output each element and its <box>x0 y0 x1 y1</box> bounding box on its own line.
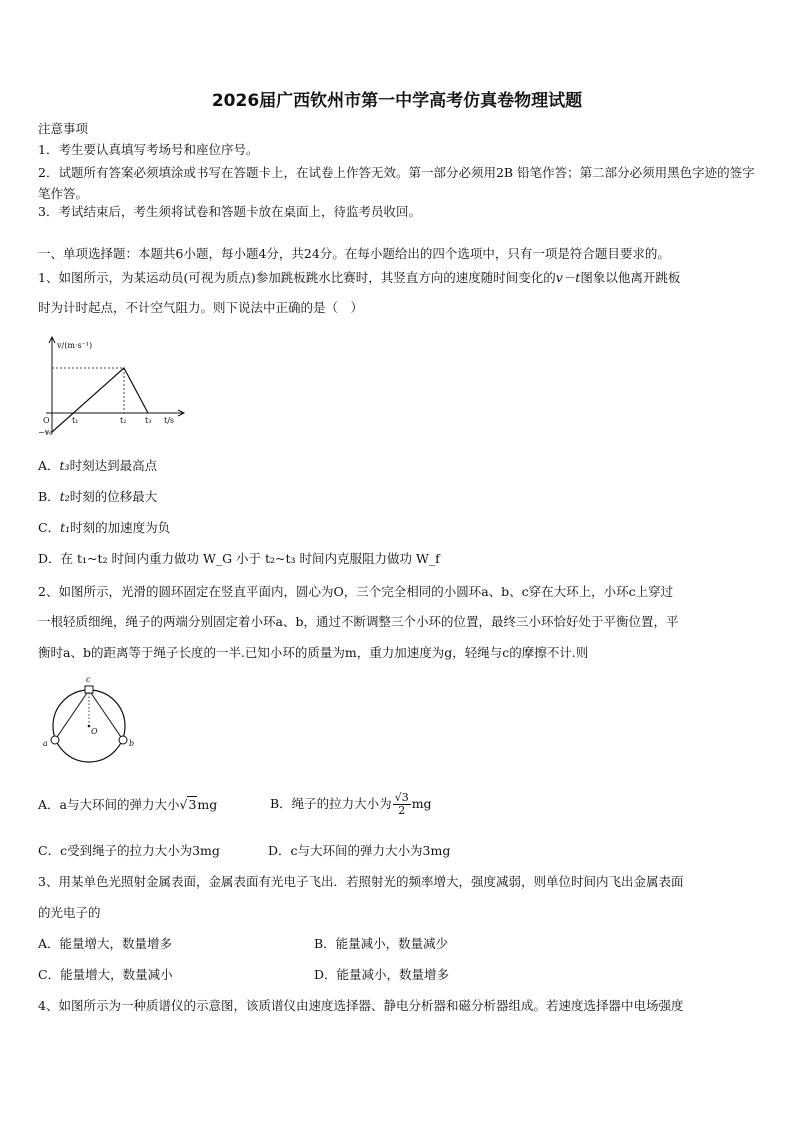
q3-stem-line-2: 的光电子的 <box>38 905 101 920</box>
note-item-1: 1．考生要认真填写考场号和座位序号。 <box>38 142 259 157</box>
q3-option-d: D．能量减小，数量增多 <box>314 967 450 982</box>
q2-ring-figure <box>38 672 148 780</box>
q1-option-a <box>38 458 760 474</box>
note-item-2: 2．试题所有答案必须填涂或书写在答题卡上，在试卷上作答无效。第一部分必须用2B 铅笔作答；第二部分必须用黑色字迹的签字笔作答。 <box>38 165 755 201</box>
option-unit: mg <box>411 796 432 811</box>
q1-stem-text-b: 图象以他离开跳板 <box>580 270 681 285</box>
page-title: 2026届广西钦州市第一中学高考仿真卷物理试题 <box>211 91 583 111</box>
graph-v0: −v₀ <box>38 428 53 437</box>
graph-t1: t₁ <box>72 416 79 425</box>
q2-option-b <box>270 787 570 821</box>
q1-option-c <box>38 520 760 536</box>
option-var: t₂ <box>59 489 70 504</box>
option-var: t₁ <box>60 520 71 535</box>
q1-stem-text-a: 1、如图所示，为某运动员(可视为质点)参加跳板跳水比赛时，其竖直方向的速度随时间变化的 <box>38 270 556 285</box>
q3-option-c: C．能量增大，数量减小 <box>38 967 173 982</box>
option-text: 时刻的位移最大 <box>69 489 158 504</box>
q1-stem-line-2: 时为计时起点，不计空气阻力。则下说法中正确的是（ ） <box>38 300 364 315</box>
option-text: 时刻的加速度为负 <box>70 520 171 535</box>
q1-vt-graph <box>36 334 186 438</box>
ring-label-c: c <box>86 675 91 684</box>
q1-stem-vt: v－t <box>555 270 581 285</box>
option-text: B．绳子的拉力大小为 <box>270 796 392 811</box>
fraction-numerator: √3 <box>394 791 409 804</box>
option-unit: mg <box>197 797 218 812</box>
q2-stem-line-1: 2、如图所示，光滑的圆环固定在竖直平面内，圆心为O，三个完全相同的小圆环a、b、c穿在大环上，小环c上穿过 <box>38 584 674 599</box>
q3-stem-line-1: 3、用某单色光照射金属表面，金属表面有光电子飞出．若照射光的频率增大，强度减弱，则单位时间内飞出金属表面 <box>38 874 684 889</box>
option-label: C． <box>38 520 61 535</box>
fraction-denominator: 2 <box>398 804 406 817</box>
option-label: A． <box>38 458 60 473</box>
graph-xlabel: t/s <box>164 416 175 425</box>
ring-label-o: O <box>91 727 98 736</box>
q2-option-c: C．c受到绳子的拉力大小为3mg <box>38 843 220 858</box>
option-label: B． <box>38 489 60 504</box>
q2-stem-line-2: 一根轻质细绳，绳子的两端分别固定着小环a、b，通过不断调整三个小环的位置，最终三小环恰好处于平衡位置，平 <box>38 614 679 629</box>
note-item-3: 3．考试结束后，考生须将试卷和答题卡放在桌面上，待监考员收回。 <box>38 204 421 219</box>
graph-ylabel: v/(m·s⁻¹) <box>57 341 93 350</box>
q2-stem-line-3: 衡时a、b的距离等于绳子长度的一半.已知小环的质量为m，重力加速度为g，轻绳与c的摩擦不计.则 <box>38 645 589 660</box>
option-var: t₃ <box>59 458 70 473</box>
fraction <box>393 792 411 817</box>
q3-option-a: A．能量增大，数量增多 <box>38 936 173 951</box>
q4-stem-line-1: 4、如图所示为一种质谱仪的示意图，该质谱仪由速度选择器、静电分析器和磁分析器组成。若速度选择器中电场强度 <box>38 998 684 1013</box>
sqrt-radicand: 3 <box>188 797 197 812</box>
ring-label-a: a <box>43 739 48 748</box>
q3-option-b: B．能量减小，数量减少 <box>314 936 449 951</box>
option-text: A．a与大环间的弹力大小 <box>38 797 180 812</box>
graph-origin: O <box>43 416 50 425</box>
sqrt-symbol: √ <box>179 797 188 812</box>
graph-t2: t₂ <box>120 416 127 425</box>
q2-option-d: D．c与大环间的弹力大小为3mg <box>268 843 451 858</box>
option-text: 时刻达到最高点 <box>69 458 158 473</box>
q1-option-b <box>38 489 760 505</box>
notes-heading: 注意事项 <box>38 121 89 136</box>
graph-t3: t₃ <box>145 416 152 425</box>
q1-stem-line-1 <box>38 270 760 286</box>
q1-option-d: D．在 t₁~t₂ 时间内重力做功 W_G 小于 t₂~t₃ 时间内克服阻力做功 W_f <box>38 551 440 566</box>
section-heading: 一、单项选择题：本题共6小题，每小题4分，共24分。在每小题给出的四个选项中，只有一项是符合题目要求的。 <box>38 246 670 261</box>
ring-label-b: b <box>129 739 135 748</box>
